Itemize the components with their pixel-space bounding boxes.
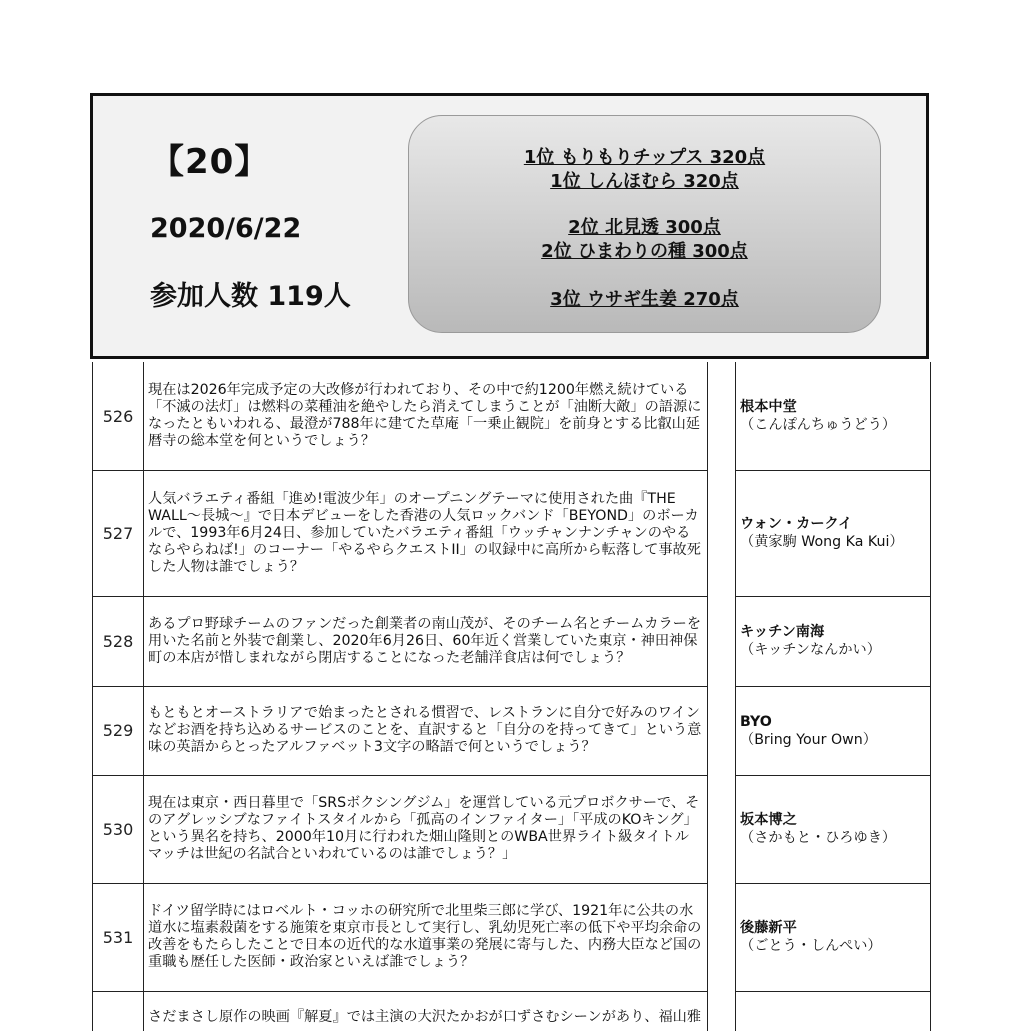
answer-reading: （さかもと・ひろゆき）: [740, 830, 897, 846]
question-text-cell: [143, 596, 708, 686]
round-number: 【20】: [150, 142, 270, 182]
question-row: [92, 775, 931, 883]
question-text: 現在は2026年完成予定の大改修が行われており、その中で約1200年燃え続けている「不滅の法灯」は燃料の菜種油を絶やしたら消えてしまうことが「油断大敵」の語源になったともいわれる、最澄が788年に建てた草庵「一乗止観院」を前身とする比叡山延暦寺の総本堂を何というでしょう？: [148, 382, 702, 449]
participant-count: 参加人数 119人: [150, 281, 351, 312]
question-number: 526: [92, 362, 143, 470]
question-row: [92, 596, 931, 686]
question-number: [92, 991, 143, 1031]
answer-cell: [735, 883, 931, 991]
question-text: 現在は東京・西日暮里で「SRSボクシングジム」を運営している元プロボクサーで、そのアグレッシブなファイトスタイルから「孤高のインファイター」「平成のKOキング」という異名を持ち、2000年10月に行われた畑山隆則とのWBA世界ライト級タイトルマッチは世紀の名試合といわれているのは誰でしょう？」: [148, 795, 700, 862]
answer-text: 坂本博之: [740, 812, 797, 828]
question-row: [92, 883, 931, 991]
question-text-cell: [143, 362, 708, 470]
answer-text: 後藤新平: [740, 920, 797, 936]
question-row: [92, 991, 931, 1031]
question-text: ドイツ留学時にはロベルト・コッホの研究所で北里柴三郎に学び、1921年に公共の水道水に塩素殺菌をする施策を東京市長として実行し、乳幼児死亡率の低下や平均余命の改善をもたらしたことで日本の近代的な水道事業の発展に寄与した、内務大臣など国の重職も歴任した医師・政治家といえば誰でしょう？: [148, 903, 702, 970]
answer-cell: [735, 686, 931, 775]
answer-reading: （キッチンなんかい）: [740, 642, 881, 658]
question-number: 529: [92, 686, 143, 775]
question-text: もともとオーストラリアで始まったとされる慣習で、レストランに自分で好みのワインなどお酒を持ち込めるサービスのことを、直訳すると「自分のを持ってきて」という意味の英語からとったアルファベット3文字の略語で何というでしょう？: [148, 705, 702, 755]
ranking-entry: 2位 ひまわりの種 300点: [541, 241, 748, 262]
answer-reading: （黄家駒 Wong Ka Kui）: [740, 534, 904, 550]
answer-cell: [735, 362, 931, 470]
ranking-entry: 2位 北見透 300点: [568, 217, 721, 238]
answer-cell: [735, 991, 931, 1031]
question-row: [92, 362, 931, 470]
answer-text: ウォン・カークイ: [740, 516, 853, 532]
question-text-cell: [143, 775, 708, 883]
question-text-cell: [143, 470, 708, 596]
question-number: 530: [92, 775, 143, 883]
answer-reading: （Bring Your Own）: [740, 731, 877, 748]
question-row: [92, 470, 931, 596]
answer-text: キッチン南海: [740, 624, 825, 640]
answer-text: BYO: [740, 713, 772, 730]
answer-cell: [735, 775, 931, 883]
answer-cell: [735, 596, 931, 686]
question-text: さだまさし原作の映画『解夏』では主演の大沢たかおが口ずさむシーンがあり、福山雅: [148, 1009, 702, 1025]
answer-cell: [735, 470, 931, 596]
answer-text: 根本中堂: [740, 399, 797, 415]
question-text: あるプロ野球チームのファンだった創業者の南山茂が、そのチーム名とチームカラーを用いた名前と外装で創業し、2020年6月26日、60年近く営業していた東京・神田神保町の本店が惜しまれながら閉店することになった老舗洋食店は何でしょう？: [148, 615, 702, 666]
question-text-cell: [143, 991, 708, 1031]
question-text-cell: [143, 686, 708, 775]
question-row: [92, 686, 931, 775]
answer-reading: （こんぽんちゅうどう）: [740, 417, 897, 433]
question-text-cell: [143, 883, 708, 991]
question-number: 527: [92, 470, 143, 596]
question-number: 528: [92, 596, 143, 686]
question-text: 人気バラエティ番組「進め!電波少年」のオープニングテーマに使用された曲『THE WALL～長城～』で日本デビューをした香港の人気ロックバンド「BEYOND」のボーカルで、1993年6月24日、参加していたバラエティ番組「ウッチャンナンチャンのやるならやらねば!」のコーナー「やるやらクエストII」の収録中に高所から転落して事故死した人物は誰でしょう？: [148, 490, 701, 575]
ranking-entry: 1位 しんほむら 320点: [550, 171, 739, 192]
round-date: 2020/6/22: [150, 213, 302, 244]
ranking-entry: 1位 もりもりチップス 320点: [523, 147, 766, 168]
question-number: 531: [92, 883, 143, 991]
answer-reading: （ごとう・しんぺい）: [740, 938, 882, 954]
ranking-entry: 3位 ウサギ生姜 270点: [550, 289, 739, 310]
